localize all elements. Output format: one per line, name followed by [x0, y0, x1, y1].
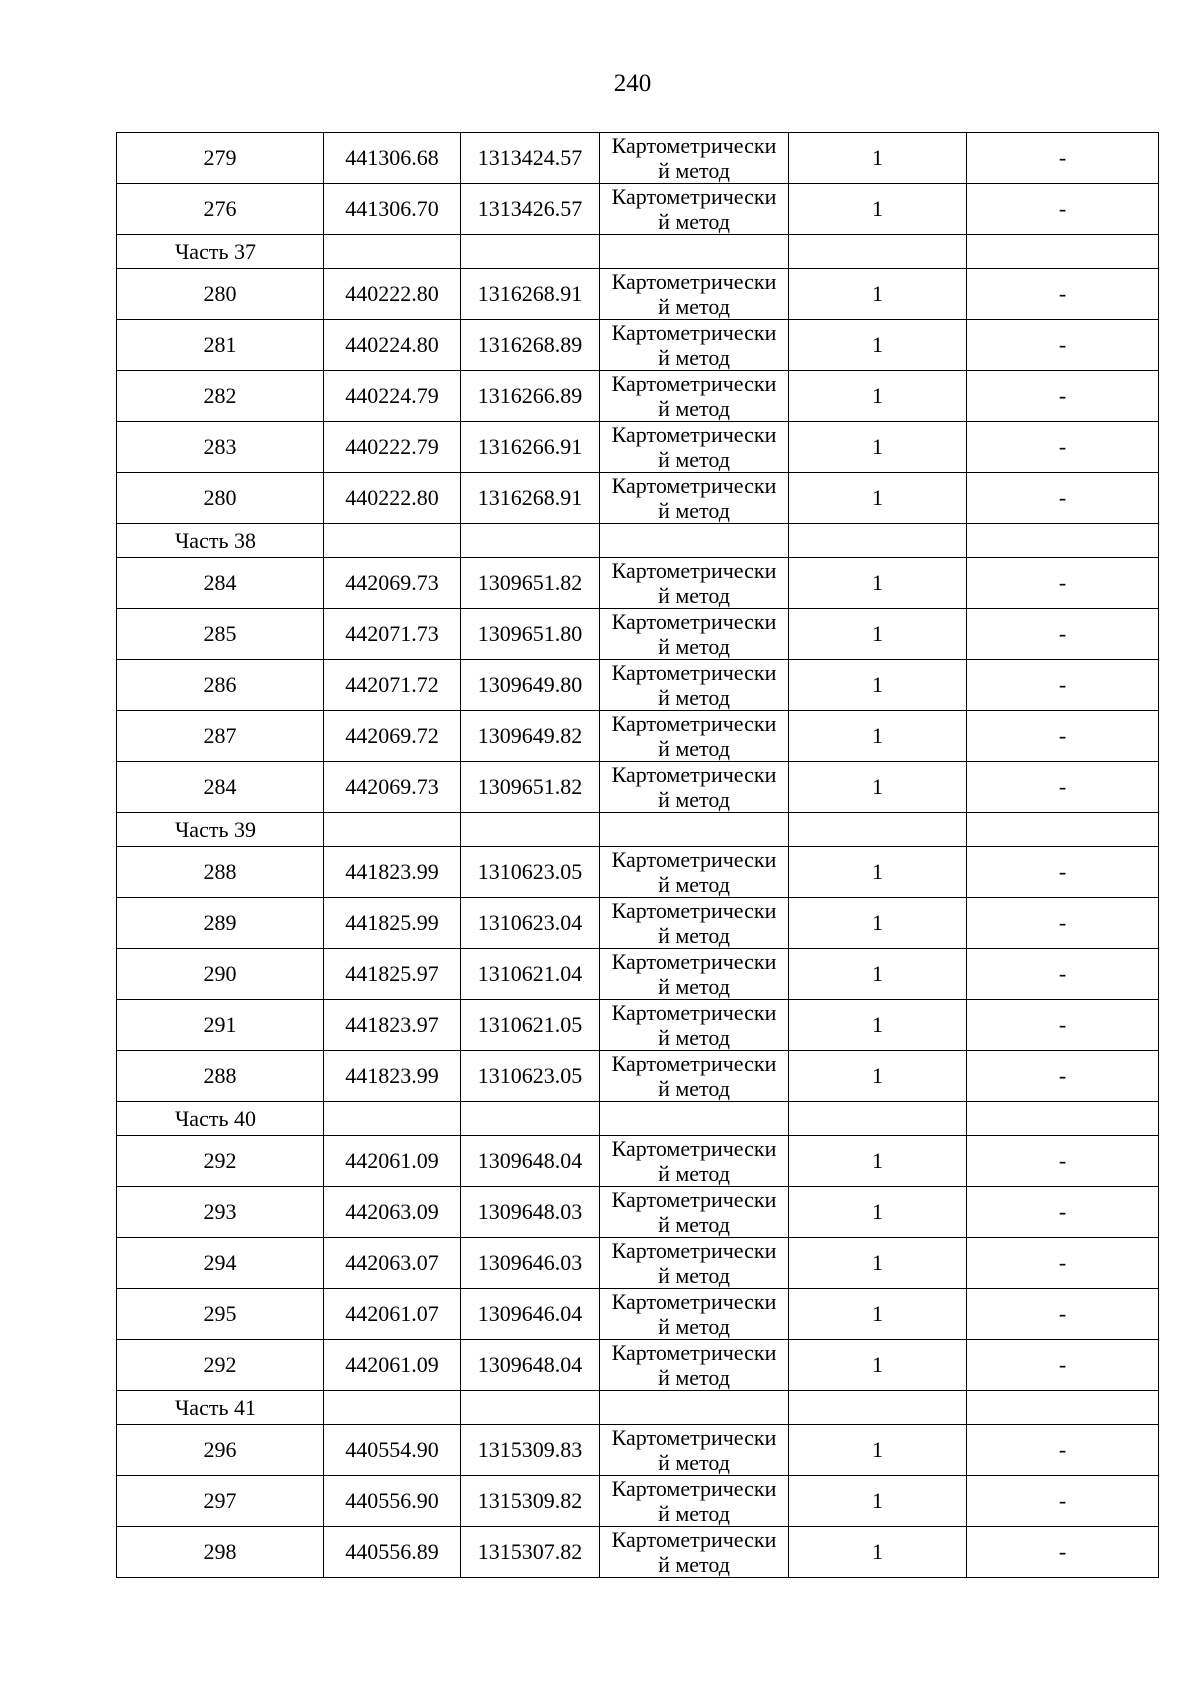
empty-cell — [600, 235, 789, 269]
table-row — [117, 269, 1159, 320]
description-cell: - — [967, 1425, 1159, 1476]
method-text-line2: й метод — [658, 1076, 730, 1101]
accuracy-cell: 1 — [789, 1527, 967, 1578]
method-text-line2: й метод — [658, 1161, 730, 1186]
point-number-cell: 279 — [117, 133, 324, 184]
x-coordinate-cell: 442061.09 — [324, 1340, 461, 1391]
description-cell: - — [967, 949, 1159, 1000]
description-cell: - — [967, 1136, 1159, 1187]
y-coordinate-cell: 1315307.82 — [461, 1527, 600, 1578]
accuracy-cell: 1 — [789, 269, 967, 320]
method-cell — [600, 1289, 789, 1340]
x-coordinate-cell: 442071.73 — [324, 609, 461, 660]
empty-cell — [789, 235, 967, 269]
x-coordinate-cell: 442069.73 — [324, 558, 461, 609]
description-cell: - — [967, 1289, 1159, 1340]
empty-cell — [967, 235, 1159, 269]
description-cell: - — [967, 711, 1159, 762]
description-cell: - — [967, 558, 1159, 609]
x-coordinate-cell: 441823.99 — [324, 847, 461, 898]
point-number-cell: 287 — [117, 711, 324, 762]
x-coordinate-cell: 441306.70 — [324, 184, 461, 235]
empty-cell — [967, 524, 1159, 558]
part-header-row — [117, 1391, 1159, 1425]
accuracy-cell: 1 — [789, 184, 967, 235]
method-text-line2: й метод — [658, 158, 730, 183]
table-row — [117, 473, 1159, 524]
method-text-line2: й метод — [658, 1212, 730, 1237]
method-cell — [600, 660, 789, 711]
empty-cell — [789, 1391, 967, 1425]
y-coordinate-cell: 1313424.57 — [461, 133, 600, 184]
method-cell — [600, 711, 789, 762]
method-text-line2: й метод — [658, 787, 730, 812]
point-number-cell: 298 — [117, 1527, 324, 1578]
part-header-row — [117, 235, 1159, 269]
coordinates-table — [116, 132, 1159, 1578]
accuracy-cell: 1 — [789, 898, 967, 949]
empty-cell — [600, 1102, 789, 1136]
description-cell: - — [967, 1238, 1159, 1289]
x-coordinate-cell: 440222.80 — [324, 269, 461, 320]
method-text-line2: й метод — [658, 974, 730, 999]
method-cell — [600, 1000, 789, 1051]
empty-cell — [600, 524, 789, 558]
method-text-line1: Картометрически — [611, 184, 777, 209]
description-cell: - — [967, 762, 1159, 813]
empty-cell — [600, 1391, 789, 1425]
part-header-row — [117, 524, 1159, 558]
accuracy-cell: 1 — [789, 1136, 967, 1187]
y-coordinate-cell: 1316268.91 — [461, 269, 600, 320]
method-cell — [600, 898, 789, 949]
method-text-line1: Картометрически — [611, 133, 777, 158]
accuracy-cell: 1 — [789, 1051, 967, 1102]
method-text-line2: й метод — [658, 1025, 730, 1050]
accuracy-cell: 1 — [789, 1425, 967, 1476]
table-row — [117, 1425, 1159, 1476]
method-text-line1: Картометрически — [611, 949, 777, 974]
y-coordinate-cell: 1310621.05 — [461, 1000, 600, 1051]
table-row — [117, 762, 1159, 813]
table-row — [117, 847, 1159, 898]
x-coordinate-cell: 442069.72 — [324, 711, 461, 762]
method-text-line2: й метод — [658, 923, 730, 948]
method-cell — [600, 1527, 789, 1578]
empty-cell — [600, 813, 789, 847]
method-cell — [600, 1238, 789, 1289]
accuracy-cell: 1 — [789, 1476, 967, 1527]
y-coordinate-cell: 1309649.82 — [461, 711, 600, 762]
x-coordinate-cell: 442063.09 — [324, 1187, 461, 1238]
method-cell — [600, 1187, 789, 1238]
point-number-cell: 288 — [117, 1051, 324, 1102]
method-text-line1: Картометрически — [611, 371, 777, 396]
method-text-line1: Картометрически — [611, 1527, 777, 1552]
description-cell: - — [967, 898, 1159, 949]
method-text-line1: Картометрически — [611, 1000, 777, 1025]
description-cell: - — [967, 660, 1159, 711]
method-text-line1: Картометрически — [611, 1187, 777, 1212]
accuracy-cell: 1 — [789, 1340, 967, 1391]
description-cell: - — [967, 371, 1159, 422]
point-number-cell: 292 — [117, 1340, 324, 1391]
y-coordinate-cell: 1309651.82 — [461, 558, 600, 609]
part-label: Часть 39 — [117, 813, 324, 847]
x-coordinate-cell: 440556.89 — [324, 1527, 461, 1578]
point-number-cell: 281 — [117, 320, 324, 371]
method-text-line1: Картометрически — [611, 847, 777, 872]
x-coordinate-cell: 440222.79 — [324, 422, 461, 473]
x-coordinate-cell: 441825.99 — [324, 898, 461, 949]
description-cell: - — [967, 1476, 1159, 1527]
table-row — [117, 949, 1159, 1000]
method-text-line1: Картометрически — [611, 711, 777, 736]
x-coordinate-cell: 441823.97 — [324, 1000, 461, 1051]
empty-cell — [967, 1391, 1159, 1425]
accuracy-cell: 1 — [789, 1289, 967, 1340]
description-cell: - — [967, 1000, 1159, 1051]
accuracy-cell: 1 — [789, 133, 967, 184]
x-coordinate-cell: 442069.73 — [324, 762, 461, 813]
method-text-line1: Картометрически — [611, 320, 777, 345]
y-coordinate-cell: 1315309.83 — [461, 1425, 600, 1476]
accuracy-cell: 1 — [789, 711, 967, 762]
empty-cell — [461, 1102, 600, 1136]
method-text-line2: й метод — [658, 1263, 730, 1288]
method-cell — [600, 762, 789, 813]
method-text-line1: Картометрически — [611, 422, 777, 447]
method-text-line1: Картометрически — [611, 1238, 777, 1263]
empty-cell — [789, 524, 967, 558]
empty-cell — [324, 1102, 461, 1136]
x-coordinate-cell: 440224.80 — [324, 320, 461, 371]
accuracy-cell: 1 — [789, 1000, 967, 1051]
accuracy-cell: 1 — [789, 558, 967, 609]
table-row — [117, 1000, 1159, 1051]
method-text-line1: Картометрически — [611, 558, 777, 583]
part-label: Часть 40 — [117, 1102, 324, 1136]
method-cell — [600, 558, 789, 609]
empty-cell — [324, 235, 461, 269]
description-cell: - — [967, 422, 1159, 473]
method-text-line2: й метод — [658, 447, 730, 472]
y-coordinate-cell: 1316266.89 — [461, 371, 600, 422]
x-coordinate-cell: 441306.68 — [324, 133, 461, 184]
point-number-cell: 293 — [117, 1187, 324, 1238]
y-coordinate-cell: 1309648.03 — [461, 1187, 600, 1238]
method-text-line1: Картометрически — [611, 269, 777, 294]
y-coordinate-cell: 1316268.91 — [461, 473, 600, 524]
method-text-line2: й метод — [658, 294, 730, 319]
table-row — [117, 1238, 1159, 1289]
x-coordinate-cell: 440224.79 — [324, 371, 461, 422]
accuracy-cell: 1 — [789, 847, 967, 898]
point-number-cell: 283 — [117, 422, 324, 473]
method-text-line2: й метод — [658, 1450, 730, 1475]
method-text-line1: Картометрически — [611, 609, 777, 634]
method-text-line2: й метод — [658, 685, 730, 710]
point-number-cell: 294 — [117, 1238, 324, 1289]
point-number-cell: 297 — [117, 1476, 324, 1527]
table-row — [117, 1476, 1159, 1527]
accuracy-cell: 1 — [789, 762, 967, 813]
y-coordinate-cell: 1309646.03 — [461, 1238, 600, 1289]
y-coordinate-cell: 1310621.04 — [461, 949, 600, 1000]
method-cell — [600, 320, 789, 371]
method-text-line1: Картометрически — [611, 473, 777, 498]
method-cell — [600, 949, 789, 1000]
empty-cell — [324, 524, 461, 558]
method-text-line2: й метод — [658, 583, 730, 608]
method-cell — [600, 609, 789, 660]
table-row — [117, 184, 1159, 235]
method-text-line1: Картометрически — [611, 898, 777, 923]
point-number-cell: 280 — [117, 473, 324, 524]
table-row — [117, 1187, 1159, 1238]
method-text-line1: Картометрически — [611, 1476, 777, 1501]
part-header-row — [117, 1102, 1159, 1136]
accuracy-cell: 1 — [789, 422, 967, 473]
empty-cell — [967, 813, 1159, 847]
description-cell: - — [967, 269, 1159, 320]
point-number-cell: 295 — [117, 1289, 324, 1340]
y-coordinate-cell: 1310623.04 — [461, 898, 600, 949]
table-row — [117, 609, 1159, 660]
page-number: 240 — [613, 70, 652, 97]
y-coordinate-cell: 1309646.04 — [461, 1289, 600, 1340]
table-row — [117, 558, 1159, 609]
point-number-cell: 284 — [117, 762, 324, 813]
part-header-row — [117, 813, 1159, 847]
description-cell: - — [967, 1187, 1159, 1238]
method-cell — [600, 847, 789, 898]
empty-cell — [461, 235, 600, 269]
y-coordinate-cell: 1310623.05 — [461, 1051, 600, 1102]
part-label: Часть 38 — [117, 524, 324, 558]
method-text-line1: Картометрически — [611, 1289, 777, 1314]
method-cell — [600, 473, 789, 524]
method-cell — [600, 133, 789, 184]
accuracy-cell: 1 — [789, 1187, 967, 1238]
point-number-cell: 282 — [117, 371, 324, 422]
x-coordinate-cell: 441825.97 — [324, 949, 461, 1000]
point-number-cell: 292 — [117, 1136, 324, 1187]
method-cell — [600, 371, 789, 422]
method-text-line1: Картометрически — [611, 1136, 777, 1161]
description-cell: - — [967, 133, 1159, 184]
method-cell — [600, 1425, 789, 1476]
method-text-line1: Картометрически — [611, 1340, 777, 1365]
description-cell: - — [967, 184, 1159, 235]
table-row — [117, 1289, 1159, 1340]
table-row — [117, 1340, 1159, 1391]
x-coordinate-cell: 442061.07 — [324, 1289, 461, 1340]
method-text-line1: Картометрически — [611, 762, 777, 787]
y-coordinate-cell: 1309651.82 — [461, 762, 600, 813]
table-row — [117, 1136, 1159, 1187]
accuracy-cell: 1 — [789, 371, 967, 422]
point-number-cell: 291 — [117, 1000, 324, 1051]
x-coordinate-cell: 440556.90 — [324, 1476, 461, 1527]
table-row — [117, 711, 1159, 762]
accuracy-cell: 1 — [789, 473, 967, 524]
method-text-line2: й метод — [658, 1501, 730, 1526]
method-text-line2: й метод — [658, 345, 730, 370]
point-number-cell: 290 — [117, 949, 324, 1000]
method-text-line2: й метод — [658, 634, 730, 659]
x-coordinate-cell: 441823.99 — [324, 1051, 461, 1102]
method-text-line2: й метод — [658, 498, 730, 523]
accuracy-cell: 1 — [789, 609, 967, 660]
empty-cell — [461, 1391, 600, 1425]
table-row — [117, 1051, 1159, 1102]
y-coordinate-cell: 1313426.57 — [461, 184, 600, 235]
empty-cell — [324, 1391, 461, 1425]
method-text-line2: й метод — [658, 736, 730, 761]
method-cell — [600, 1136, 789, 1187]
point-number-cell: 288 — [117, 847, 324, 898]
x-coordinate-cell: 440222.80 — [324, 473, 461, 524]
method-text-line1: Картометрически — [611, 1425, 777, 1450]
method-cell — [600, 422, 789, 473]
y-coordinate-cell: 1315309.82 — [461, 1476, 600, 1527]
description-cell: - — [967, 847, 1159, 898]
point-number-cell: 284 — [117, 558, 324, 609]
y-coordinate-cell: 1309648.04 — [461, 1136, 600, 1187]
method-cell — [600, 1340, 789, 1391]
point-number-cell: 296 — [117, 1425, 324, 1476]
empty-cell — [789, 1102, 967, 1136]
method-cell — [600, 1476, 789, 1527]
method-cell — [600, 269, 789, 320]
empty-cell — [461, 524, 600, 558]
description-cell: - — [967, 1527, 1159, 1578]
accuracy-cell: 1 — [789, 949, 967, 1000]
x-coordinate-cell: 442071.72 — [324, 660, 461, 711]
empty-cell — [324, 813, 461, 847]
description-cell: - — [967, 1340, 1159, 1391]
empty-cell — [967, 1102, 1159, 1136]
point-number-cell: 286 — [117, 660, 324, 711]
method-text-line2: й метод — [658, 396, 730, 421]
y-coordinate-cell: 1310623.05 — [461, 847, 600, 898]
point-number-cell: 280 — [117, 269, 324, 320]
part-label: Часть 37 — [117, 235, 324, 269]
part-label: Часть 41 — [117, 1391, 324, 1425]
empty-cell — [461, 813, 600, 847]
method-text-line2: й метод — [658, 872, 730, 897]
y-coordinate-cell: 1309649.80 — [461, 660, 600, 711]
x-coordinate-cell: 442061.09 — [324, 1136, 461, 1187]
description-cell: - — [967, 1051, 1159, 1102]
table-row — [117, 898, 1159, 949]
empty-cell — [789, 813, 967, 847]
y-coordinate-cell: 1316266.91 — [461, 422, 600, 473]
description-cell: - — [967, 473, 1159, 524]
method-text-line1: Картометрически — [611, 1051, 777, 1076]
table-row — [117, 133, 1159, 184]
accuracy-cell: 1 — [789, 660, 967, 711]
method-text-line2: й метод — [658, 1314, 730, 1339]
table-row — [117, 1527, 1159, 1578]
point-number-cell: 289 — [117, 898, 324, 949]
point-number-cell: 276 — [117, 184, 324, 235]
table-row — [117, 422, 1159, 473]
method-cell — [600, 1051, 789, 1102]
y-coordinate-cell: 1316268.89 — [461, 320, 600, 371]
x-coordinate-cell: 442063.07 — [324, 1238, 461, 1289]
description-cell: - — [967, 320, 1159, 371]
method-text-line2: й метод — [658, 1552, 730, 1577]
point-number-cell: 285 — [117, 609, 324, 660]
table-row — [117, 660, 1159, 711]
method-text-line1: Картометрически — [611, 660, 777, 685]
accuracy-cell: 1 — [789, 1238, 967, 1289]
method-text-line2: й метод — [658, 209, 730, 234]
table-row — [117, 371, 1159, 422]
method-text-line2: й метод — [658, 1365, 730, 1390]
x-coordinate-cell: 440554.90 — [324, 1425, 461, 1476]
table-row — [117, 320, 1159, 371]
accuracy-cell: 1 — [789, 320, 967, 371]
method-cell — [600, 184, 789, 235]
y-coordinate-cell: 1309651.80 — [461, 609, 600, 660]
y-coordinate-cell: 1309648.04 — [461, 1340, 600, 1391]
table-body — [117, 133, 1159, 1578]
description-cell: - — [967, 609, 1159, 660]
